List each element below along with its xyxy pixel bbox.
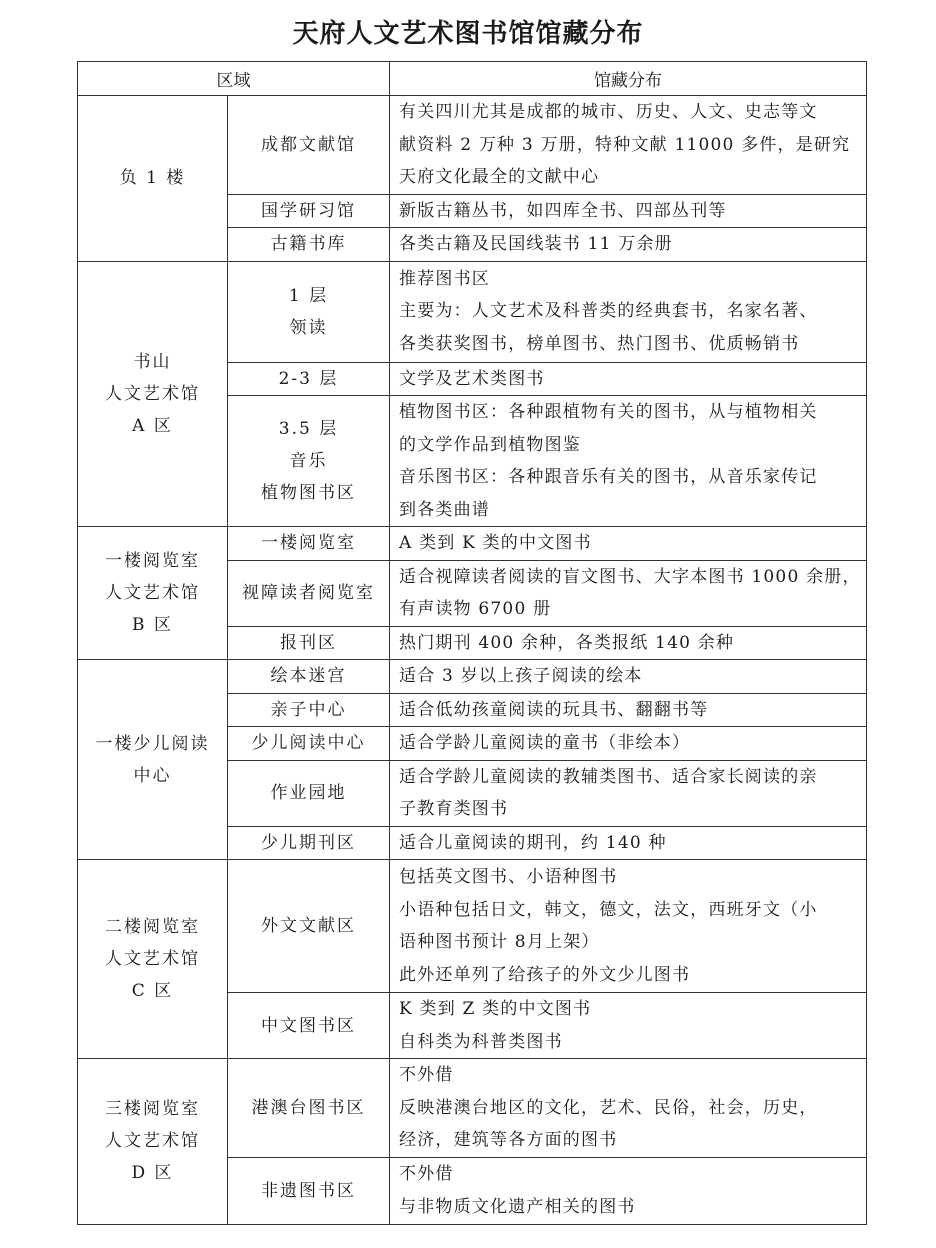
- collection-description-line: 到各类曲谱: [399, 499, 490, 520]
- area-label: 书山: [133, 351, 172, 372]
- subarea-label: 非遗图书区: [261, 1180, 356, 1201]
- subarea-label: 亲子中心: [270, 699, 347, 720]
- collection-description-line: 小语种包括日文，韩文，德文，法文，西班牙文（小: [399, 899, 818, 920]
- subarea-label: 绘本迷宫: [270, 666, 347, 687]
- subarea-cell: [228, 727, 390, 761]
- collection-description-line: 适合学龄儿童阅读的童书（非绘本）: [399, 733, 691, 753]
- subarea-label: 成都文献馆: [261, 134, 356, 155]
- area-label: 人文艺术馆: [105, 1131, 200, 1152]
- area-label: D 区: [131, 1163, 174, 1184]
- collection-description-cell: [390, 228, 867, 262]
- collection-description-line: 有关四川尤其是成都的城市、历史、人文、史志等文: [399, 102, 818, 122]
- collection-description-line: 热门期刊 400 余种，各类报纸 140 余种: [399, 632, 735, 653]
- subarea-cell: [228, 760, 390, 826]
- subarea-cell: [228, 860, 390, 993]
- subarea-cell: [228, 194, 390, 228]
- subarea-cell: [228, 396, 390, 527]
- collection-description-cell: [390, 660, 867, 694]
- table-row: [78, 660, 867, 694]
- area-label: 人文艺术馆: [105, 383, 200, 404]
- collection-description-line: 语种图书预计 8月上架）: [399, 932, 600, 952]
- subarea-cell: [228, 362, 390, 396]
- collection-description-line: 经济，建筑等各方面的图书: [399, 1130, 618, 1150]
- area-cell: [78, 527, 228, 660]
- collection-description-line: 此外还单列了给孩子的外文少儿图书: [399, 964, 691, 985]
- collection-description-line: 植物图书区：各种跟植物有关的图书，从与植物相关: [399, 402, 818, 422]
- collection-description-line: 新版古籍丛书，如四库全书、四部丛刊等: [399, 200, 727, 221]
- subarea-label: 领读: [289, 317, 328, 338]
- area-label: 人文艺术馆: [105, 949, 200, 969]
- table-body: [78, 96, 867, 1225]
- table-row: [78, 860, 867, 993]
- subarea-cell: [228, 96, 390, 195]
- header-collection: 馆藏分布: [390, 62, 867, 96]
- subarea-label: 中文图书区: [261, 1015, 356, 1036]
- table-row: [78, 527, 867, 561]
- collection-description-line: 各类获奖图书，榜单图书、热门图书、优质畅销书: [399, 333, 800, 354]
- collection-description-cell: [390, 826, 867, 860]
- area-label: 中心: [133, 765, 172, 786]
- collection-description-line: 不外借: [399, 1065, 454, 1085]
- subarea-label: 外文文献区: [261, 916, 356, 936]
- collection-description-cell: [390, 527, 867, 561]
- subarea-cell: [228, 626, 390, 660]
- subarea-label: 古籍书库: [270, 234, 347, 255]
- area-label: A 区: [132, 415, 173, 436]
- subarea-cell: [228, 1059, 390, 1158]
- collection-description-line: 的文学作品到植物图鉴: [399, 434, 581, 455]
- header-area: 区域: [78, 62, 390, 96]
- subarea-label: 2-3 层: [278, 368, 339, 389]
- collection-description-cell: [390, 626, 867, 660]
- collection-description-line: 音乐图书区：各种跟音乐有关的图书，从音乐家传记: [399, 467, 818, 487]
- subarea-cell: [228, 993, 390, 1059]
- subarea-label: 国学研习馆: [261, 200, 356, 221]
- area-cell: [78, 261, 228, 527]
- area-label: 一楼阅览室: [105, 551, 200, 571]
- subarea-label: 少儿期刊区: [261, 832, 356, 853]
- subarea-cell: [228, 527, 390, 561]
- collection-description-line: A 类到 K 类的中文图书: [399, 533, 592, 553]
- collection-description-cell: [390, 396, 867, 527]
- collection-description-line: 各类古籍及民国线装书 11 万余册: [399, 234, 673, 254]
- collection-description-line: 文学及艺术类图书: [399, 368, 545, 389]
- collection-description-line: 子教育类图书: [399, 799, 509, 819]
- collection-description-cell: [390, 1157, 867, 1224]
- table-row: [78, 96, 867, 195]
- subarea-label: 一楼阅览室: [261, 533, 356, 554]
- collection-description-line: 适合学龄儿童阅读的教辅类图书、适合家长阅读的亲: [399, 766, 818, 787]
- collection-description-line: 天府文化最全的文献中心: [399, 167, 600, 187]
- area-label: 二楼阅览室: [105, 917, 200, 937]
- subarea-cell: [228, 560, 390, 626]
- area-cell: [78, 860, 228, 1059]
- area-label: 负 1 楼: [119, 168, 186, 189]
- collection-description-line: 适合儿童阅读的期刊，约 140 种: [399, 832, 667, 853]
- subarea-label: 视障读者阅览室: [242, 583, 375, 603]
- subarea-label: 报刊区: [280, 632, 337, 653]
- collection-description-line: 不外借: [399, 1164, 454, 1184]
- collection-description-line: 适合视障读者阅读的盲文图书、大字本图书 1000 余册，: [399, 566, 861, 587]
- subarea-cell: [228, 660, 390, 694]
- collection-description-line: 包括英文图书、小语种图书: [399, 867, 618, 887]
- subarea-label: 音乐: [289, 451, 328, 471]
- subarea-label: 作业园地: [270, 783, 347, 803]
- area-label: 三楼阅览室: [105, 1099, 200, 1120]
- subarea-label: 3.5 层: [278, 419, 339, 439]
- subarea-cell: [228, 228, 390, 262]
- collection-description-line: 自科类为科普类图书: [399, 1031, 563, 1052]
- collection-description-cell: [390, 1059, 867, 1158]
- collection-description-cell: [390, 760, 867, 826]
- collection-description-cell: [390, 860, 867, 993]
- area-label: B 区: [132, 615, 173, 635]
- collection-description-line: 有声读物 6700 册: [399, 599, 552, 619]
- subarea-cell: [228, 693, 390, 727]
- subarea-label: 1 层: [288, 285, 329, 306]
- collection-description-line: 推荐图书区: [399, 268, 490, 289]
- area-label: 人文艺术馆: [105, 583, 200, 603]
- table-header-row: [78, 62, 867, 96]
- subarea-cell: [228, 1157, 390, 1224]
- area-label: 一楼少儿阅读: [95, 733, 210, 754]
- collection-description-cell: [390, 693, 867, 727]
- collection-description-cell: [390, 993, 867, 1059]
- collection-description-cell: [390, 362, 867, 396]
- collection-description-cell: [390, 560, 867, 626]
- subarea-label: 植物图书区: [261, 483, 356, 503]
- collection-description-line: 适合 3 岁以上孩子阅读的绘本: [399, 666, 643, 686]
- area-cell: [78, 96, 228, 262]
- subarea-label: 港澳台图书区: [251, 1097, 366, 1118]
- collection-description-line: 与非物质文化遗产相关的图书: [399, 1196, 636, 1217]
- table-row: [78, 1059, 867, 1158]
- collection-description-line: 反映港澳台地区的文化，艺术、民俗，社会，历史，: [399, 1097, 818, 1118]
- subarea-cell: [228, 826, 390, 860]
- collection-description-line: 主要为：人文艺术及科普类的经典套书，名家名著、: [399, 301, 818, 322]
- collection-description-line: 献资料 2 万种 3 万册，特种文献 11000 多件，是研究: [399, 134, 851, 155]
- subarea-cell: [228, 261, 390, 362]
- collection-description-line: 适合低幼孩童阅读的玩具书、翻翻书等: [399, 699, 709, 720]
- page-title: 天府人文艺术图书馆馆藏分布: [292, 19, 644, 49]
- area-cell: [78, 1059, 228, 1225]
- collection-table: [77, 61, 867, 1225]
- table-row: [78, 261, 867, 362]
- collection-description-cell: [390, 194, 867, 228]
- collection-description-line: K 类到 Z 类的中文图书: [399, 999, 592, 1019]
- collection-description-cell: [390, 96, 867, 195]
- collection-description-cell: [390, 727, 867, 761]
- subarea-label: 少儿阅读中心: [251, 733, 366, 754]
- area-cell: [78, 660, 228, 860]
- collection-description-cell: [390, 261, 867, 362]
- area-label: C 区: [131, 981, 174, 1001]
